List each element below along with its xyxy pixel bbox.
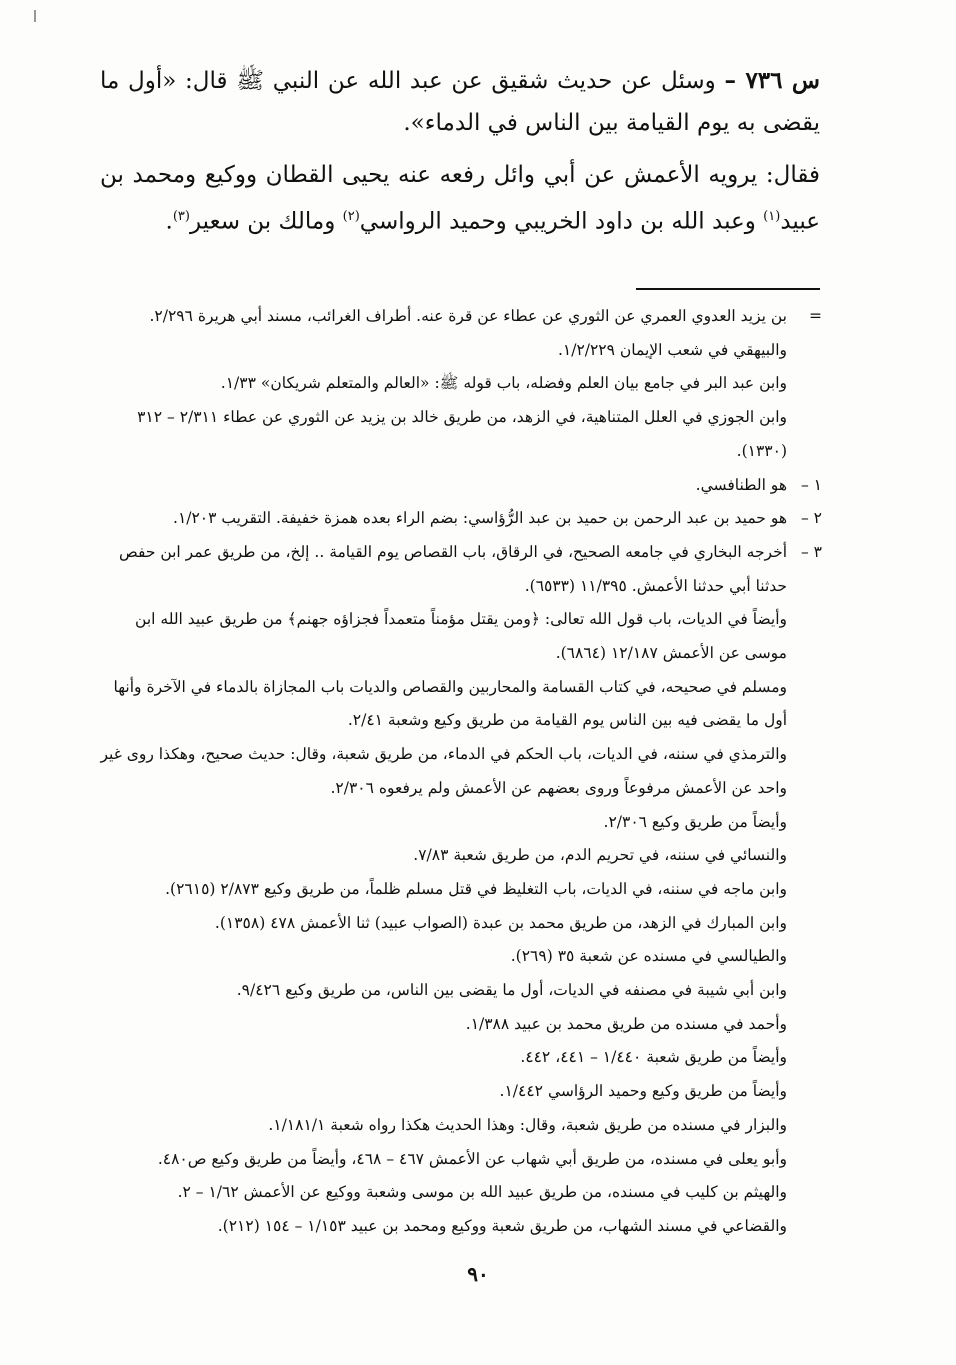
footnote-line: [100, 502, 820, 536]
footnote-text: والطيالسي في مسنده عن شعبة ٣٥ (٢٦٩).: [510, 947, 787, 966]
footnote-text: وابن عبد البر في جامع بيان العلم وفضله، باب قوله ﷺ: «العالم والمتعلم شريكان» ١/٣٣.: [220, 374, 787, 393]
footnote-line: [100, 806, 820, 840]
footnote-ref-1: (١): [763, 209, 781, 224]
answer-text-1: فقال: يرويه الأعمش عن أبي وائل رفعه عنه يحيى القطان ووكيع ومحمد بن عبيد: [100, 162, 820, 235]
footnote-text: وأيضاً من طريق وكيع ٢/٣٠٦.: [603, 812, 787, 831]
footnote-line: [100, 536, 820, 603]
footnote-ref-2: (٢): [342, 209, 360, 224]
footnote-text: وابن أبي شيبة في مصنفه في الديات، أول ما يقضى بين الناس، من طريق وكيع ٩/٤٢٦.: [236, 981, 787, 1000]
footnote-marker: ٢ –: [800, 509, 822, 528]
footnote-line: [100, 603, 820, 670]
footnote-text: وابن المبارك في الزهد، من طريق محمد بن عبدة (الصواب عبيد) ثنا الأعمش ٤٧٨ (١٣٥٨).: [214, 913, 787, 932]
footnote-separator: [636, 288, 820, 290]
footnote-line: [100, 1176, 820, 1210]
footnote-line: [100, 839, 820, 873]
footnote-ref-3: (٣): [172, 209, 190, 224]
footnote-text: وأيضاً من طريق وكيع وحميد الرؤاسي ١/٤٤٢.: [499, 1082, 787, 1101]
footnote-text: والبيهقي في شعب الإيمان ١/٢/٢٢٩.: [557, 340, 787, 359]
footnote-marker: ١ –: [800, 475, 822, 494]
footnote-text: وأبو يعلى في مسنده، من طريق أبي شهاب عن الأعمش ٤٦٧ – ٤٦٨، وأيضاً من طريق وكيع ص٤٨٠.: [157, 1149, 787, 1168]
footnote-line: [100, 469, 820, 503]
footnote-text: والهيثم بن كليب في مسنده، من طريق عبيد الله بن موسى وشعبة ووكيع عن الأعمش ١/٦٢ – ٢.: [177, 1183, 787, 1202]
footnote-line: [100, 1109, 820, 1143]
footnote-text: وأحمد في مسنده من طريق محمد بن عبيد ١/٣٨٨.: [465, 1014, 787, 1033]
question-paragraph: [100, 60, 820, 144]
footnote-text: وابن ماجه في سننه، في الديات، باب التغليظ في قتل مسلم ظلماً، من طريق وكيع ٢/٨٧٣ (٢٦١٥).: [165, 879, 787, 898]
footnote-line: [100, 300, 820, 334]
footnote-marker: ٣ –: [800, 542, 822, 561]
footnote-text: بن يزيد العدوي العمري عن الثوري عن عطاء عن قرة عنه. أطراف الغرائب، مسند أبي هريرة ٢/٢٩٦.: [149, 307, 787, 325]
footnote-text: والقضاعي في مسند الشهاب، من طريق شعبة ووكيع ومحمد بن عبيد ١/١٥٣ – ١٥٤ (٢١٢).: [217, 1216, 787, 1235]
page-body: [100, 60, 820, 1330]
footnote-line: [100, 334, 820, 368]
footnote-line: [100, 907, 820, 941]
question-number: س ٧٣٦ –: [724, 67, 820, 94]
footnote-text: والبزار في مسنده من طريق شعبة، وقال: وهذا الحديث هكذا رواه شعبة ١/١٨١/١.: [268, 1115, 787, 1134]
footnote-text: والنسائي في سننه، في تحريم الدم، من طريق شعبة ٧/٨٣.: [413, 846, 787, 865]
footnote-line: [100, 367, 820, 401]
footnote-line: [100, 974, 820, 1008]
question-text: وسئل عن حديث شقيق عن عبد الله عن النبي ﷺ قال: «أول ما يقضى به يوم القيامة بين الناس في الدماء».: [100, 68, 820, 136]
footnote-text: وابن الجوزي في العلل المتناهية، في الزهد، من طريق خالد بن يزيد عن الثوري عن عطاء ٢/٣١١ – ٣١٢ (١٣٣٠).: [137, 408, 787, 460]
footnote-line: [100, 873, 820, 907]
footnote-text: هو الطنافسي.: [695, 475, 787, 494]
footnote-line: [100, 1075, 820, 1109]
footnotes-section: [100, 300, 820, 1244]
footnote-line: [100, 1210, 820, 1244]
footnote-line: [100, 1041, 820, 1075]
footnote-line: [100, 1008, 820, 1042]
footnote-marker: =: [809, 307, 822, 325]
footnote-line: [100, 738, 820, 805]
answer-paragraph: [100, 154, 820, 243]
footnote-text: هو حميد بن عبد الرحمن بن حميد بن عبد الرُّؤاسي: بضم الراء بعده همزة خفيفة. التقريب ١/٢٠٣.: [173, 509, 787, 528]
footnote-text: أخرجه البخاري في جامعه الصحيح، في الرقاق، باب القصاص يوم القيامة .. إلخ، من طريق عمر ابن حفص حدثنا أبي حدثنا الأعمش. ١١/٣٩٥ (٦٥٣٣).: [118, 542, 787, 595]
answer-text-3: ومالك بن سعير: [189, 208, 343, 235]
footnote-line: [100, 401, 820, 468]
footnote-line: [100, 940, 820, 974]
footnote-line: [100, 1143, 820, 1177]
page-number: ٩٠: [467, 1262, 489, 1286]
footnote-text: ومسلم في صحيحه، في كتاب القسامة والمحاربين والقصاص والديات باب المجازاة بالدماء في الآخرة وأنها أول ما يقضى فيه بين الناس يوم القيامة من طريق وكيع وشعبة ٢/٤١.: [113, 677, 787, 730]
footnote-text: وأيضاً من طريق شعبة ١/٤٤٠ – ٤٤١، ٤٤٢.: [520, 1048, 787, 1067]
footnote-text: وأيضاً في الديات، باب قول الله تعالى: ﴿ومن يقتل مؤمناً متعمداً فجزاؤه جهنم﴾ من طريق عبيد الله ابن موسى عن الأعمش ١٢/١٨٧ (٦٨٦٤).: [135, 610, 787, 663]
margin-mark: [34, 10, 36, 22]
footnote-line: [100, 671, 820, 738]
answer-text-2: وعبد الله بن داود الخريبي وحميد الرواسي: [359, 208, 764, 235]
footnote-text: والترمذي في سننه، في الديات، باب الحكم في الدماء، من طريق شعبة، وقال: حديث صحيح، وهكذا روى غير واحد عن الأعمش مرفوعاً وروى بعضهم عن الأعمش ولم يرفعوه ٢/٣٠٦.: [100, 745, 787, 797]
answer-text-4: .: [165, 208, 173, 235]
